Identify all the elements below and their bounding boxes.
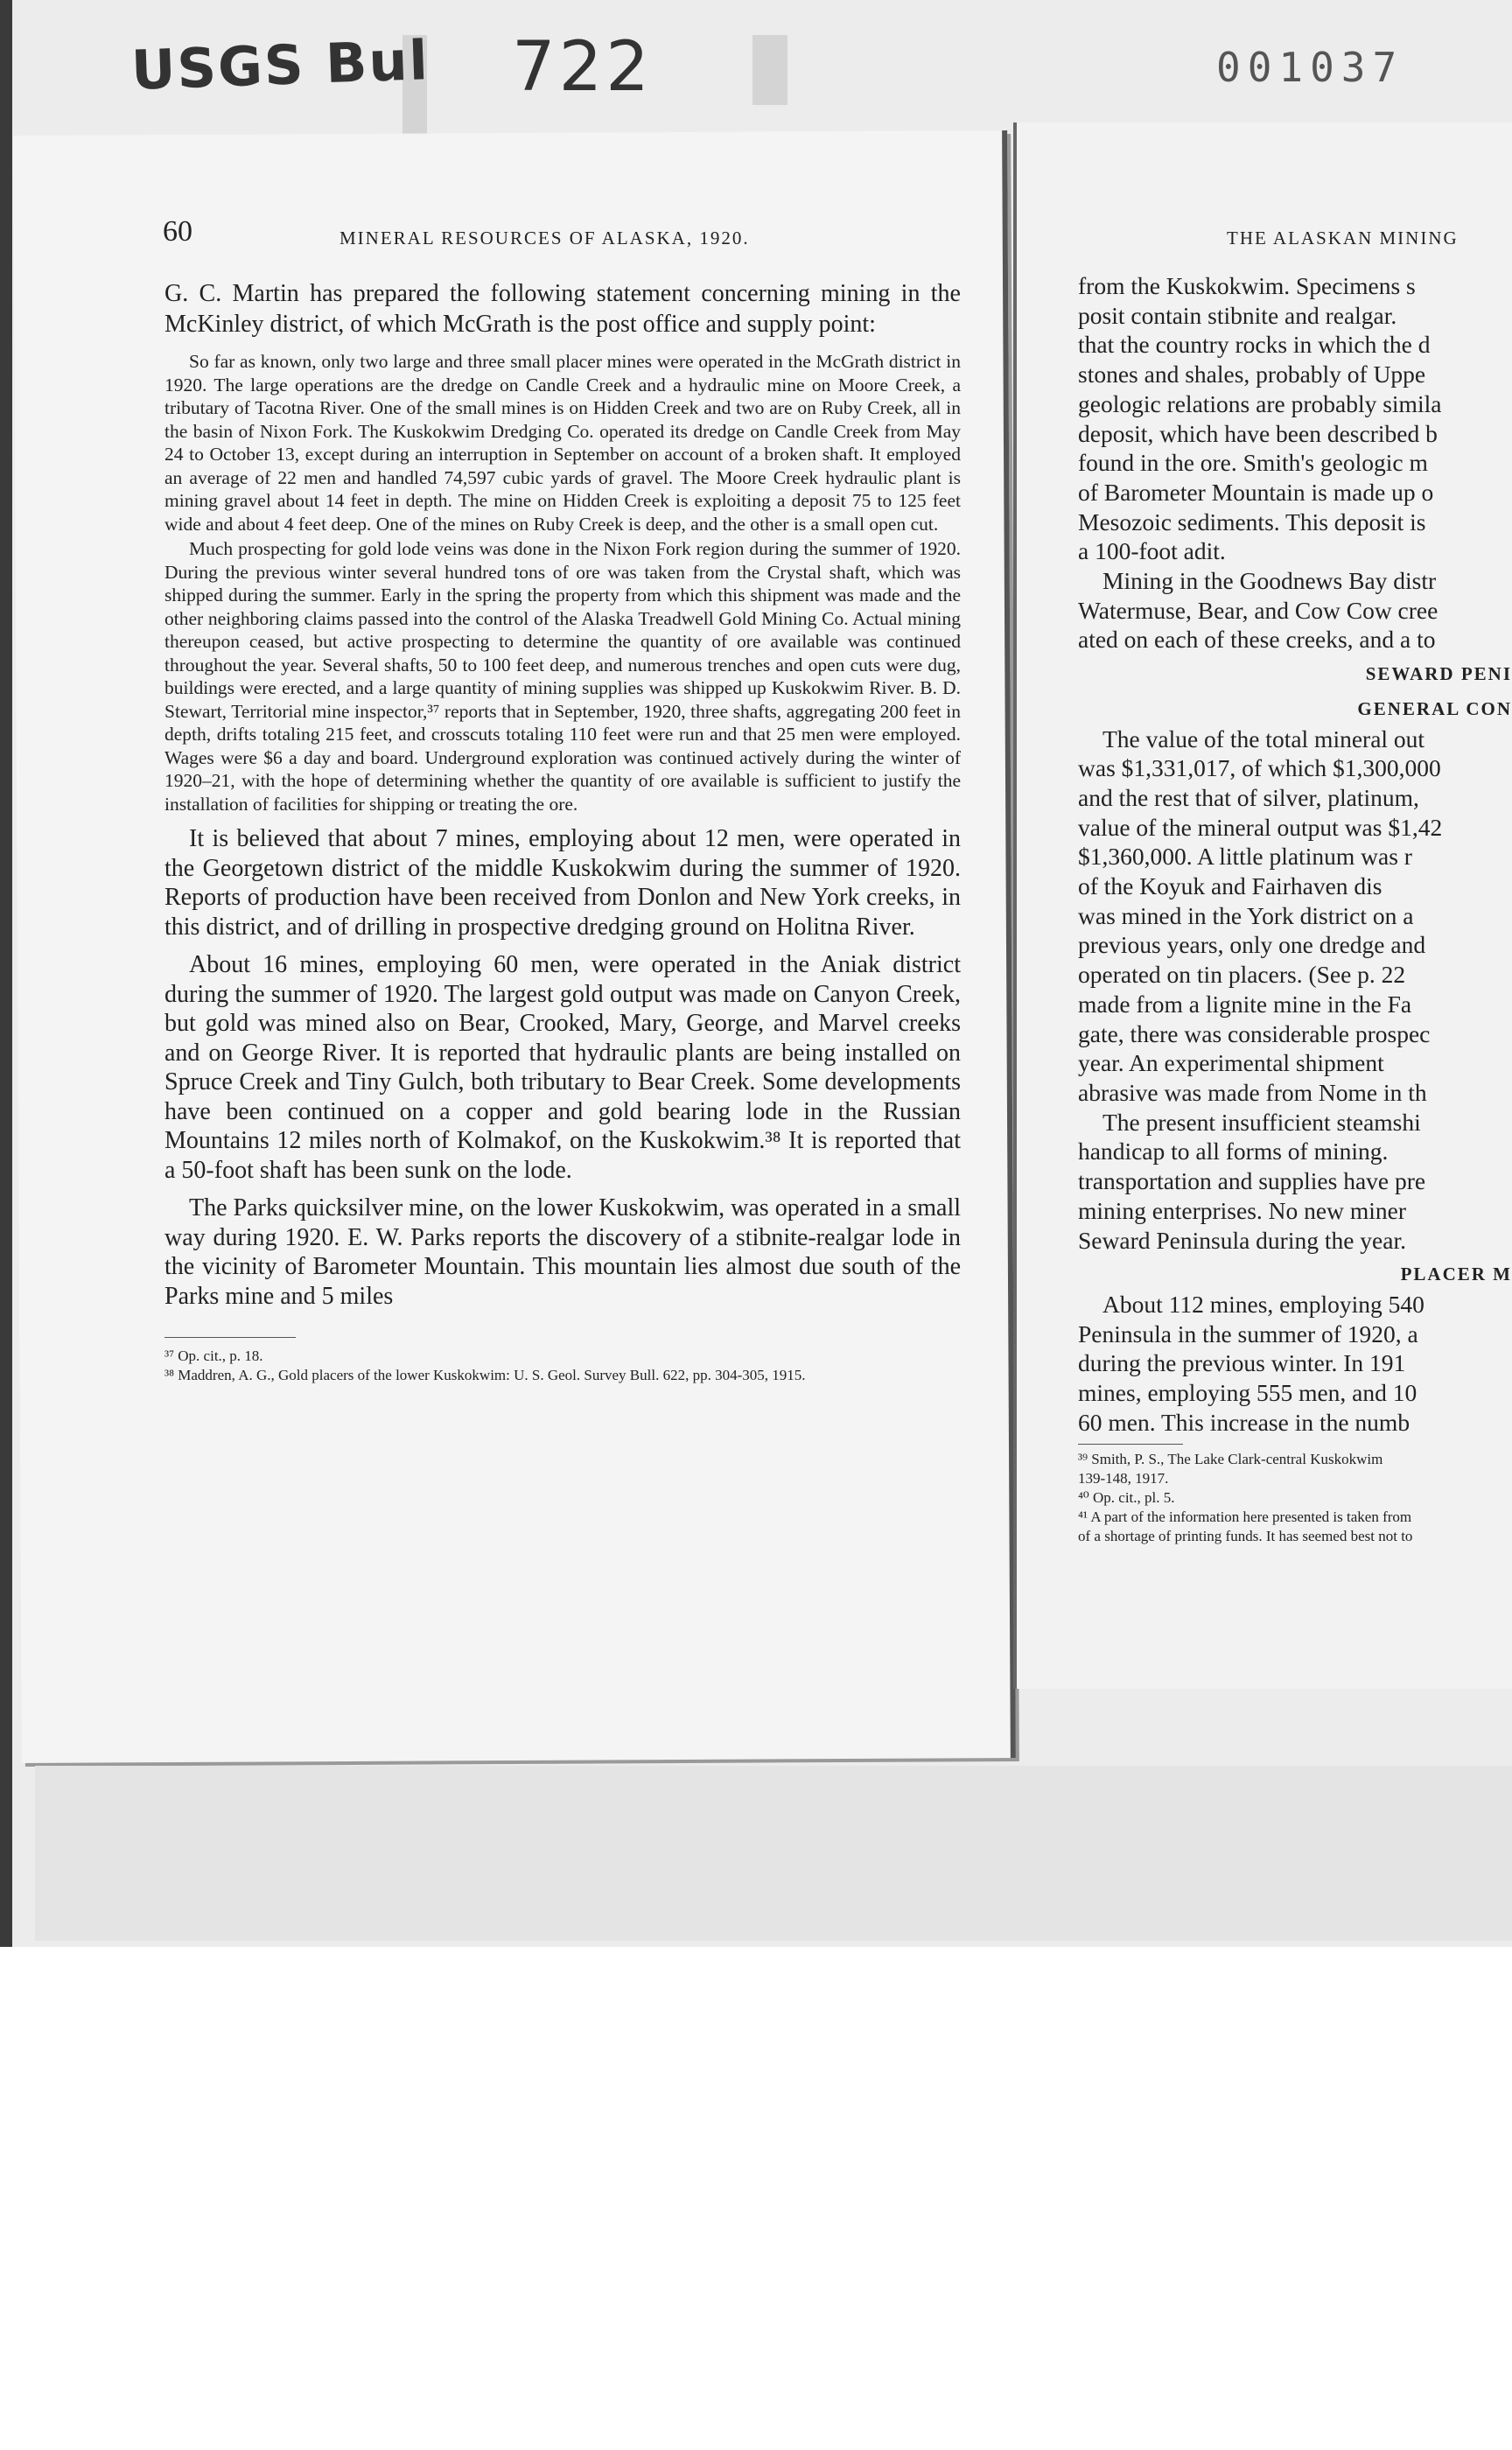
text-line: of a shortage of printing funds. It has seemed best not to <box>1078 1528 1413 1545</box>
text-line: deposit, which have been described b <box>1078 419 1438 447</box>
text-line: made from a lignite mine in the Fa <box>1078 990 1412 1018</box>
text-line: ⁴¹ A part of the information here presented is taken from <box>1078 1508 1412 1526</box>
right-column <box>1078 271 1512 1546</box>
text-line: stones and shales, probably of Uppe <box>1078 360 1426 388</box>
text-line: mining enterprises. No new miner <box>1078 1196 1406 1224</box>
text-line: Watermuse, Bear, and Cow Cow cree <box>1078 596 1438 624</box>
left-column <box>164 278 961 1385</box>
body-paragraph: It is believed that about 7 mines, employing about 12 men, were operated in the Georgetown district of the middle Kuskokwim during the summer of 1920. Reports of production have been received from Donlon and New York creeks, in this district, and of drilling in prospective dredging ground on Holitna River. <box>164 825 961 941</box>
text-line: $1,360,000. A little platinum was r <box>1078 843 1412 871</box>
text-line: geologic relations are probably simila <box>1078 389 1442 417</box>
footnote-rule <box>164 1337 296 1338</box>
right-running-head: THE ALASKAN MINING <box>1227 228 1459 248</box>
text-line: transportation and supplies have pre <box>1078 1167 1426 1195</box>
text-line: from the Kuskokwim. Specimens s <box>1078 272 1416 299</box>
section-heading: SEWARD PENI <box>1365 663 1512 685</box>
text-line: found in the ore. Smith's geologic m <box>1078 449 1428 477</box>
text-line: Mining in the Goodnews Bay distr <box>1102 567 1437 595</box>
subsection-heading: PLACER M <box>1400 1264 1512 1285</box>
text-line: operated on tin placers. (See p. 22 <box>1078 961 1406 989</box>
tape-strip <box>752 35 788 105</box>
text-line: of the Koyuk and Fairhaven dis <box>1078 872 1382 900</box>
footnote: ³⁸ Maddren, A. G., Gold placers of the lower Kuskokwim: U. S. Geol. Survey Bull. 622, pp. 304-305, 1915. <box>164 1367 806 1383</box>
scan-edge <box>0 0 12 1947</box>
quote-paragraph: So far as known, only two large and three small placer mines were operated in the McGrath district in 1920. The large operations are the dredge on Candle Creek and a hydraulic mine on Moore Creek, a tributary of Tacotna River. One of the small mines is on Hidden Creek and two are on Ruby Creek, all in the basin of Nixon Fork. The Kuskokwim Dredging Co. operated its dredge on Candle Creek from May 24 to October 13, except during an interruption in September on account of a broken shaft. It employed an average of 22 men and handled 74,597 cubic yards of gravel. The Moore Creek hydraulic plant is mining gravel about 14 feet in depth. The mine on Hidden Creek is exploiting a deposit 75 to 125 feet wide and about 4 feet deep. One of the mines on Ruby Creek is deep, and the other is a small open cut. <box>164 351 961 535</box>
text-line: value of the mineral output was $1,42 <box>1078 813 1443 841</box>
body-paragraph: The Parks quicksilver mine, on the lower Kuskokwim, was operated in a small way during 1920. E. W. Parks reports the discovery of a stibnite-realgar lode in the vicinity of Barometer Mountain. This mountain lies almost due south of the Parks mine and 5 miles <box>164 1194 961 1310</box>
text-line: was $1,331,017, of which $1,300,000 <box>1078 754 1441 782</box>
text-line: ⁴⁰ Op. cit., pl. 5. <box>1078 1489 1175 1507</box>
body-paragraph: About 16 mines, employing 60 men, were operated in the Aniak district during the summer of 1920. The largest gold output was made on Canyon Creek, but gold was mined also on Bear, Crooked, Mary, George, and Marvel creeks and on George River. It is reported that hydraulic plants are being installed on Spruce Creek and Tiny Gulch, both tributary to Bear Creek. Some developments have been continued on a copper and gold bearing lode in the Russian Mountains 12 miles north of Kolmakof, on the Kuskokwim.³⁸ It is reported that a 50-foot shaft has been sunk on the lode. <box>164 951 961 1184</box>
text-line: of Barometer Mountain is made up o <box>1078 478 1434 506</box>
handwritten-label: USGS Bul <box>130 28 430 102</box>
right-footnotes <box>1078 1450 1512 1546</box>
text-line: year. An experimental shipment <box>1078 1049 1384 1077</box>
text-line: that the country rocks in which the d <box>1078 331 1431 359</box>
text-line: a 100-foot adit. <box>1078 537 1226 565</box>
intro-paragraph: G. C. Martin has prepared the following statement concerning mining in the McKinley district, of which McGrath is the post office and supply point: <box>164 280 961 338</box>
text-line: gate, there was considerable prospec <box>1078 1019 1431 1047</box>
text-line: ated on each of these creeks, and a to <box>1078 626 1436 654</box>
text-line: Mesozoic sediments. This deposit is <box>1078 508 1426 536</box>
footnote-rule <box>1078 1444 1183 1445</box>
text-line: handicap to all forms of mining. <box>1078 1138 1389 1166</box>
footnote: ³⁷ Op. cit., p. 18. <box>164 1348 263 1364</box>
right-text-block <box>1078 1290 1512 1438</box>
text-line: Seward Peninsula during the year. <box>1078 1226 1406 1254</box>
text-line: mines, employing 555 men, and 10 <box>1078 1379 1418 1407</box>
right-text-block <box>1078 724 1512 1108</box>
text-line: abrasive was made from Nome in th <box>1078 1078 1427 1106</box>
text-line: was mined in the York district on a <box>1078 901 1414 929</box>
text-line: About 112 mines, employing 540 <box>1102 1290 1424 1318</box>
handwritten-number: 722 <box>512 28 653 107</box>
text-line: previous years, only one dredge and <box>1078 931 1426 959</box>
running-head-title: MINERAL RESOURCES OF ALASKA, 1920. <box>340 228 750 248</box>
text-line: posit contain stibnite and realgar. <box>1078 301 1397 329</box>
text-line: Peninsula in the summer of 1920, a <box>1078 1320 1418 1348</box>
right-text-block <box>1078 1108 1512 1256</box>
text-line: and the rest that of silver, platinum, <box>1078 783 1419 811</box>
text-line: 139-148, 1917. <box>1078 1470 1169 1488</box>
quote-paragraph: Much prospecting for gold lode veins was done in the Nixon Fork region during the summer of 1920. During the previous winter several hundred tons of ore was taken from the Crystal shaft, which was shipped during the summer. Early in the spring the property from which this shipment was made and the other neighboring claims passed into the control of the Alaska Treadwell Gold Mining Co. Actual mining thereupon ceased, but active prospecting to determine the quantity of ore available was continued throughout the year. Several shafts, 50 to 100 feet deep, and numerous trenches and open cuts were dug, buildings were erected, and a large quantity of mining supplies was shipped up Kuskokwim River. B. D. Stewart, Territorial mine inspector,³⁷ reports that in September, 1920, three shafts, aggregating 200 feet in depth, drifts totaling 215 feet, and crosscuts totaling 110 feet were run and that 25 men were employed. Wages were $6 a day and board. Underground exploration was continued actively during the winter of 1920–21, with the hope of determining whether the quantity of ore available is sufficient to justify the installation of facilities for shipping or treating the ore. <box>164 538 961 815</box>
text-line: The present insufficient steamshi <box>1102 1108 1421 1136</box>
text-line: The value of the total mineral out <box>1102 724 1425 752</box>
text-line: ³⁹ Smith, P. S., The Lake Clark-central Kuskokwim <box>1078 1451 1383 1468</box>
subsection-heading: GENERAL CON <box>1357 697 1512 719</box>
right-text-block <box>1078 271 1512 566</box>
stamp-number: 001037 <box>1216 44 1404 91</box>
text-line: 60 men. This increase in the numb <box>1078 1408 1410 1436</box>
page-number: 60 <box>163 215 192 248</box>
text-line: during the previous winter. In 191 <box>1078 1349 1406 1377</box>
page-fold-area <box>35 1766 1512 1941</box>
right-text-block <box>1078 566 1512 654</box>
